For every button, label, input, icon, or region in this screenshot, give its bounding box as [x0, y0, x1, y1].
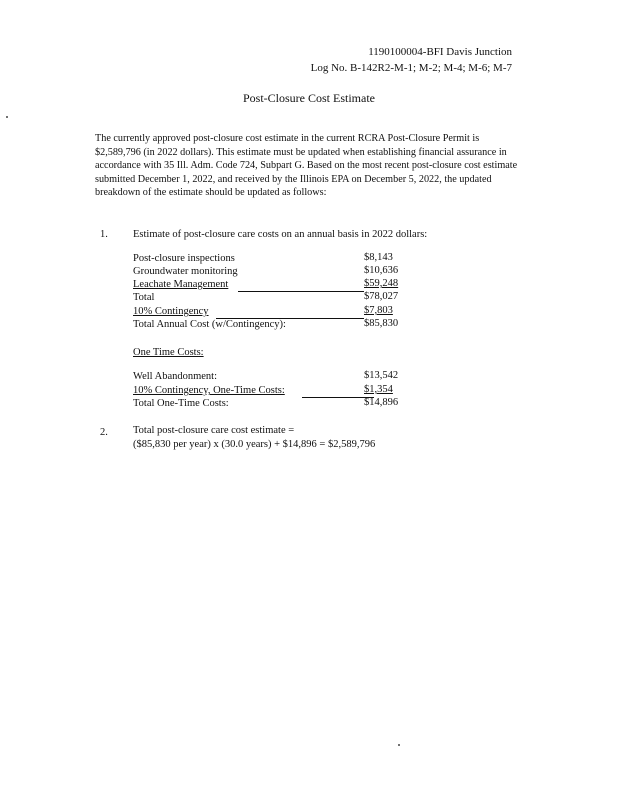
item-2-text: Total post-closure care cost estimate = [133, 425, 295, 436]
rule-line [238, 291, 364, 292]
item-2-formula: ($85,830 per year) x (30.0 years) + $14,896 = $2,589,796 [133, 439, 376, 450]
annual-row-amount: $78,027 [364, 291, 399, 302]
annual-row-label: Total [133, 292, 155, 303]
annual-row-amount: $59,248 [364, 278, 399, 289]
annual-row-amount: $8,143 [364, 252, 393, 263]
annual-row-amount: $10,636 [364, 265, 399, 276]
intro-paragraph: The currently approved post-closure cost estimate in the current RCRA Post-Closure Permit is $2,589,796 (in 2022 dollars). This estimate must be updated when establishing financial assurance in accordance with 35 Ill. Adm. Code 724, Subpart G. Based on the most recent post-closure cost estimate submitted December 1, 2022, and received by the Illinois EPA on December 5, 2022, the updated breakdown of the estimate should be updated as follows: [95, 133, 518, 198]
item-1-number: 1. [100, 229, 108, 240]
item-2-number: 2. [100, 427, 108, 438]
item-1-text: Estimate of post-closure care costs on an annual basis in 2022 dollars: [133, 229, 428, 240]
one-time-row-amount: $14,896 [364, 397, 399, 408]
one-time-row-amount: $1,354 [364, 384, 393, 395]
annual-row-label: 10% Contingency [133, 306, 209, 317]
scan-speck [398, 744, 400, 746]
one-time-row-label: 10% Contingency, One-Time Costs: [133, 385, 285, 396]
scan-speck [6, 116, 8, 118]
annual-row-label: Groundwater monitoring [133, 266, 238, 277]
one-time-row-amount: $13,542 [364, 370, 399, 381]
page-title: Post-Closure Cost Estimate [243, 91, 375, 105]
annual-row-amount: $7,803 [364, 305, 393, 316]
one-time-row-label: Well Abandonment: [133, 371, 218, 382]
annual-row-label: Total Annual Cost (w/Contingency): [133, 319, 286, 330]
annual-row-label: Post-closure inspections [133, 253, 235, 264]
one-time-row-label: Total One-Time Costs: [133, 398, 229, 409]
log-number: Log No. B-142R2-M-1; M-2; M-4; M-6; M-7 [310, 62, 512, 74]
annual-row-amount: $85,830 [364, 318, 399, 329]
annual-row-label: Leachate Management [133, 279, 229, 290]
one-time-heading: One Time Costs: [133, 347, 204, 358]
facility-id: 1190100004-BFI Davis Junction [368, 46, 512, 58]
